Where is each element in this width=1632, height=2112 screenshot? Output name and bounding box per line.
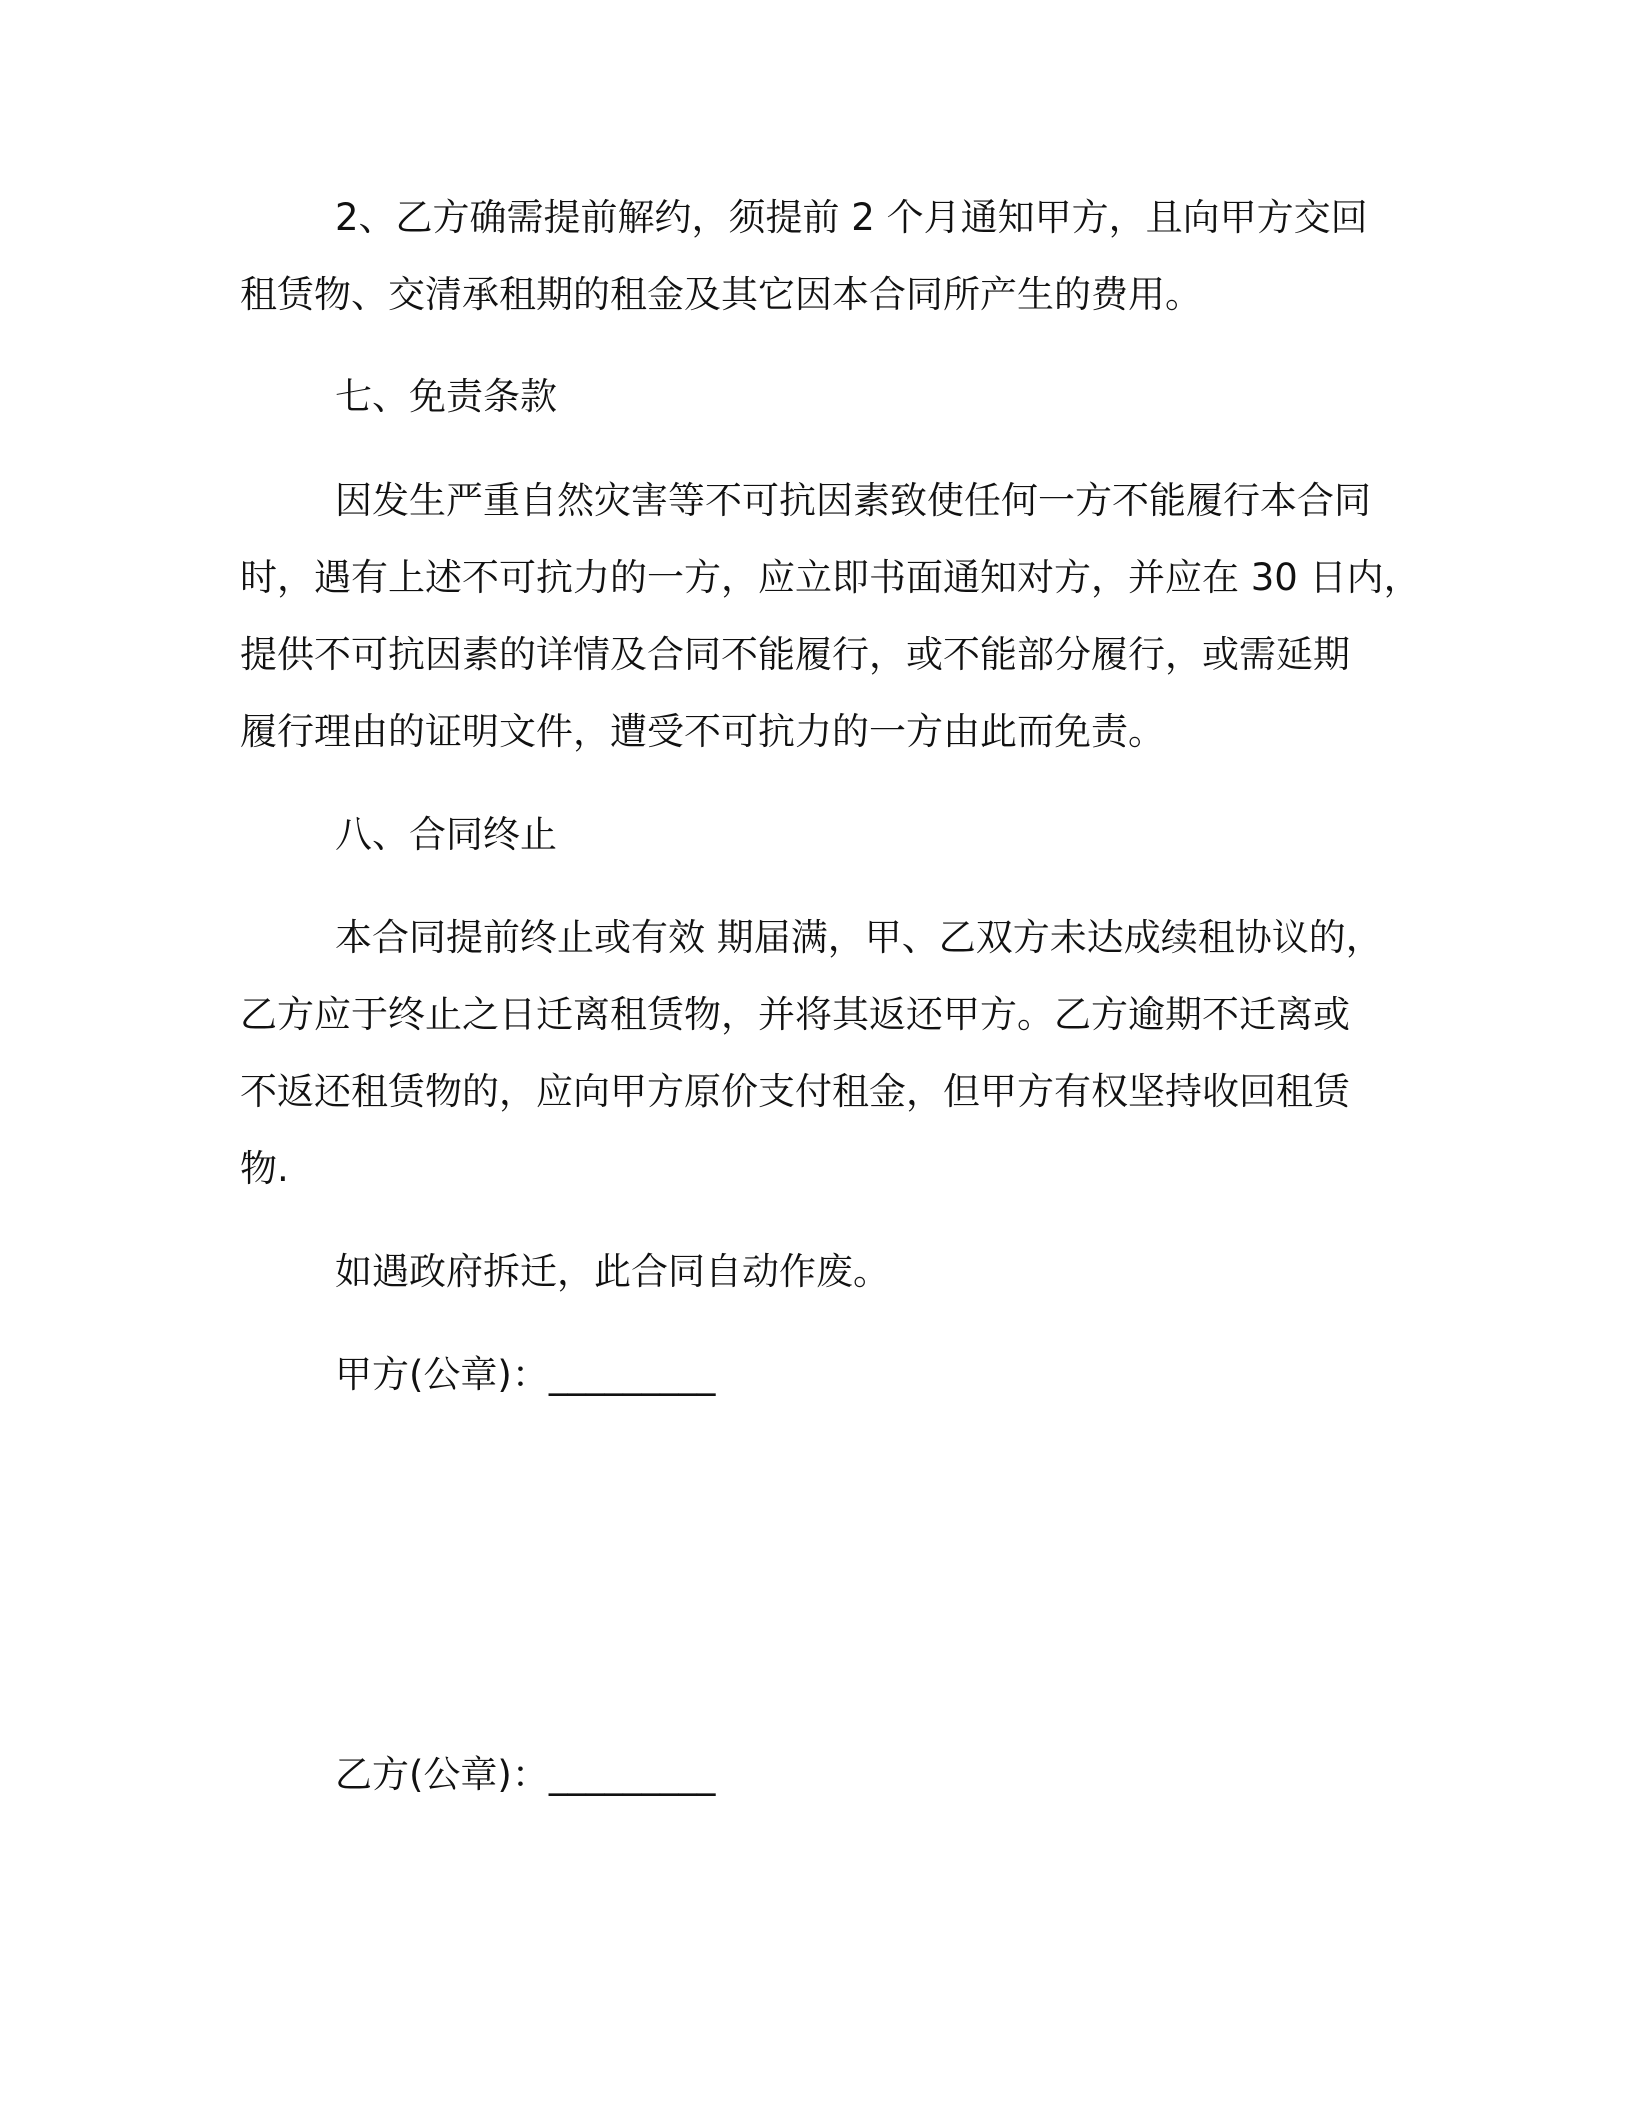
- demolition-clause: 如遇政府拆迁，此合同自动作废。: [335, 1250, 890, 1293]
- termination-line-3: 不返还租赁物的，应向甲方原价支付租金，但甲方有权坚持收回租赁: [240, 1070, 1350, 1113]
- section-7-heading: 七、免责条款: [335, 375, 557, 418]
- termination-line-1: 本合同提前终止或有效 期届满，甲、乙双方未达成续租协议的，: [335, 916, 1383, 959]
- party-a-signature-line: 甲方(公章)：_________: [335, 1353, 716, 1396]
- early-termination-line-2: 租赁物、交清承租期的租金及其它因本合同所产生的费用。: [240, 273, 1202, 316]
- force-majeure-line-3: 提供不可抗因素的详情及合同不能履行，或不能部分履行，或需延期: [240, 633, 1350, 676]
- force-majeure-line-2: 时，遇有上述不可抗力的一方，应立即书面通知对方，并应在 30 日内，: [240, 556, 1421, 599]
- force-majeure-line-4: 履行理由的证明文件，遭受不可抗力的一方由此而免责。: [240, 710, 1165, 753]
- early-termination-line-1: 2、乙方确需提前解约，须提前 2 个月通知甲方，且向甲方交回: [335, 196, 1368, 239]
- section-8-heading: 八、合同终止: [335, 813, 557, 856]
- termination-line-4: 物.: [240, 1147, 289, 1190]
- party-b-signature-line: 乙方(公章)：_________: [335, 1753, 716, 1796]
- termination-line-2: 乙方应于终止之日迁离租赁物，并将其返还甲方。乙方逾期不迁离或: [240, 993, 1350, 1036]
- force-majeure-line-1: 因发生严重自然灾害等不可抗因素致使任何一方不能履行本合同: [335, 479, 1371, 522]
